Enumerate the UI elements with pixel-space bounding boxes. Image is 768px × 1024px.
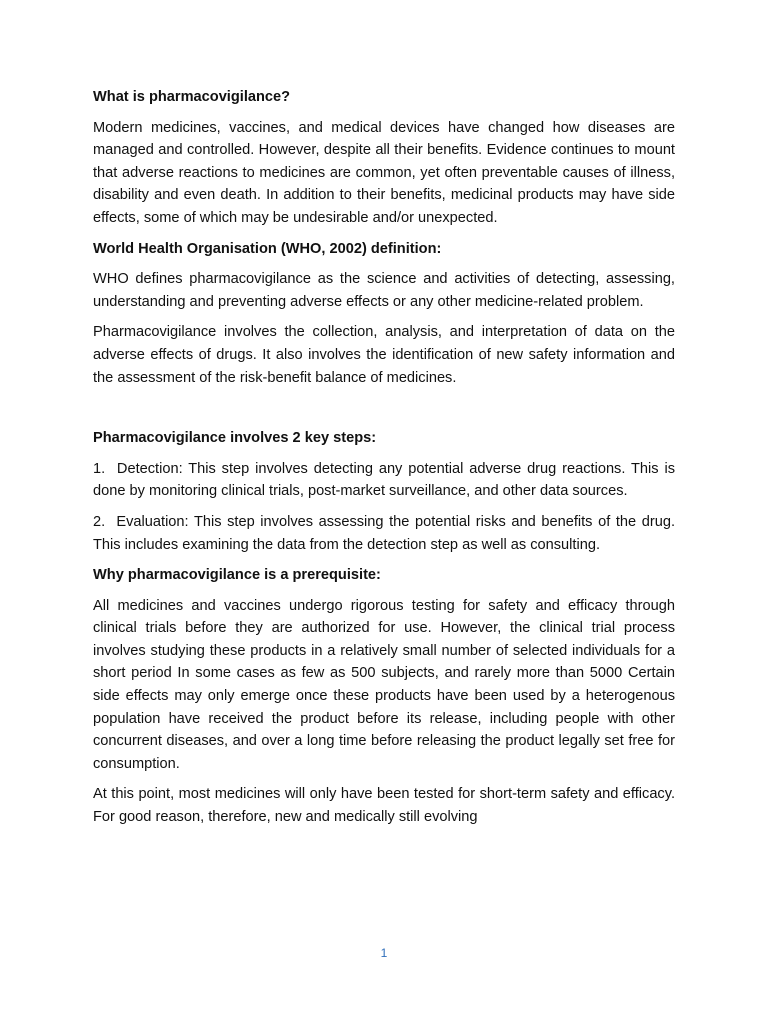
- paragraph: WHO defines pharmacovigilance as the science and activities of detecting, assessing, understanding and preventing adverse effects or any other medicine-related problem.: [93, 271, 675, 310]
- step-item: [93, 458, 675, 503]
- spacer: [93, 397, 675, 427]
- step-number: 1.: [93, 460, 106, 477]
- paragraph: Pharmacovigilance involves the collection, analysis, and interpretation of data on the adverse effects of drugs. It also involves the identification of new safety information and the assessment of the risk-benefit balance of medicines.: [93, 324, 675, 386]
- paragraph: At this point, most medicines will only have been tested for short-term safety and efficacy. For good reason, therefore, new and medically still evolving: [93, 786, 675, 826]
- step-text: Detection: This step involves detecting any potential adverse drug reactions. This is done by monitoring clinical trials, post-market surveillance, and other data sources.: [93, 460, 676, 500]
- paragraph: Modern medicines, vaccines, and medical devices have changed how diseases are managed and controlled. However, despite all their benefits. Evidence continues to mount that adverse reactions to medicines are common, yet often preventable causes of illness, disability and even death. In addition to their benefits, medicinal products may have side effects, some of which may be undesirable and/or unexpected.: [93, 119, 675, 226]
- section-heading-what-is: What is pharmacovigilance?: [93, 89, 291, 105]
- section-heading-prerequisite: Why pharmacovigilance is a prerequisite:: [93, 567, 381, 584]
- step-number: 2.: [93, 513, 106, 530]
- step-text: Evaluation: This step involves assessing the potential risks and benefits of the drug. This includes examining the data from the detection step as well as consulting.: [93, 513, 676, 553]
- paragraph: All medicines and vaccines undergo rigorous testing for safety and efficacy through clinical trials before they are authorized for use. However, the clinical trial process involves studying these products in a relatively small number of selected individuals for a short period In some cases as few as 500 subjects, and rarely more than 5000 Certain side effects may only emerge once these products have been used by a heterogenous population have received the product before its release, including people with other concurrent diseases, and over a long time before releasing the product legally set free for consumption.: [93, 597, 675, 772]
- page-number: 1: [380, 946, 388, 960]
- section-heading-who-definition: World Health Organisation (WHO, 2002) definition:: [93, 240, 442, 257]
- section-heading-key-steps: Pharmacovigilance involves 2 key steps:: [93, 430, 377, 447]
- step-item: [93, 511, 675, 556]
- document-body: [93, 86, 675, 837]
